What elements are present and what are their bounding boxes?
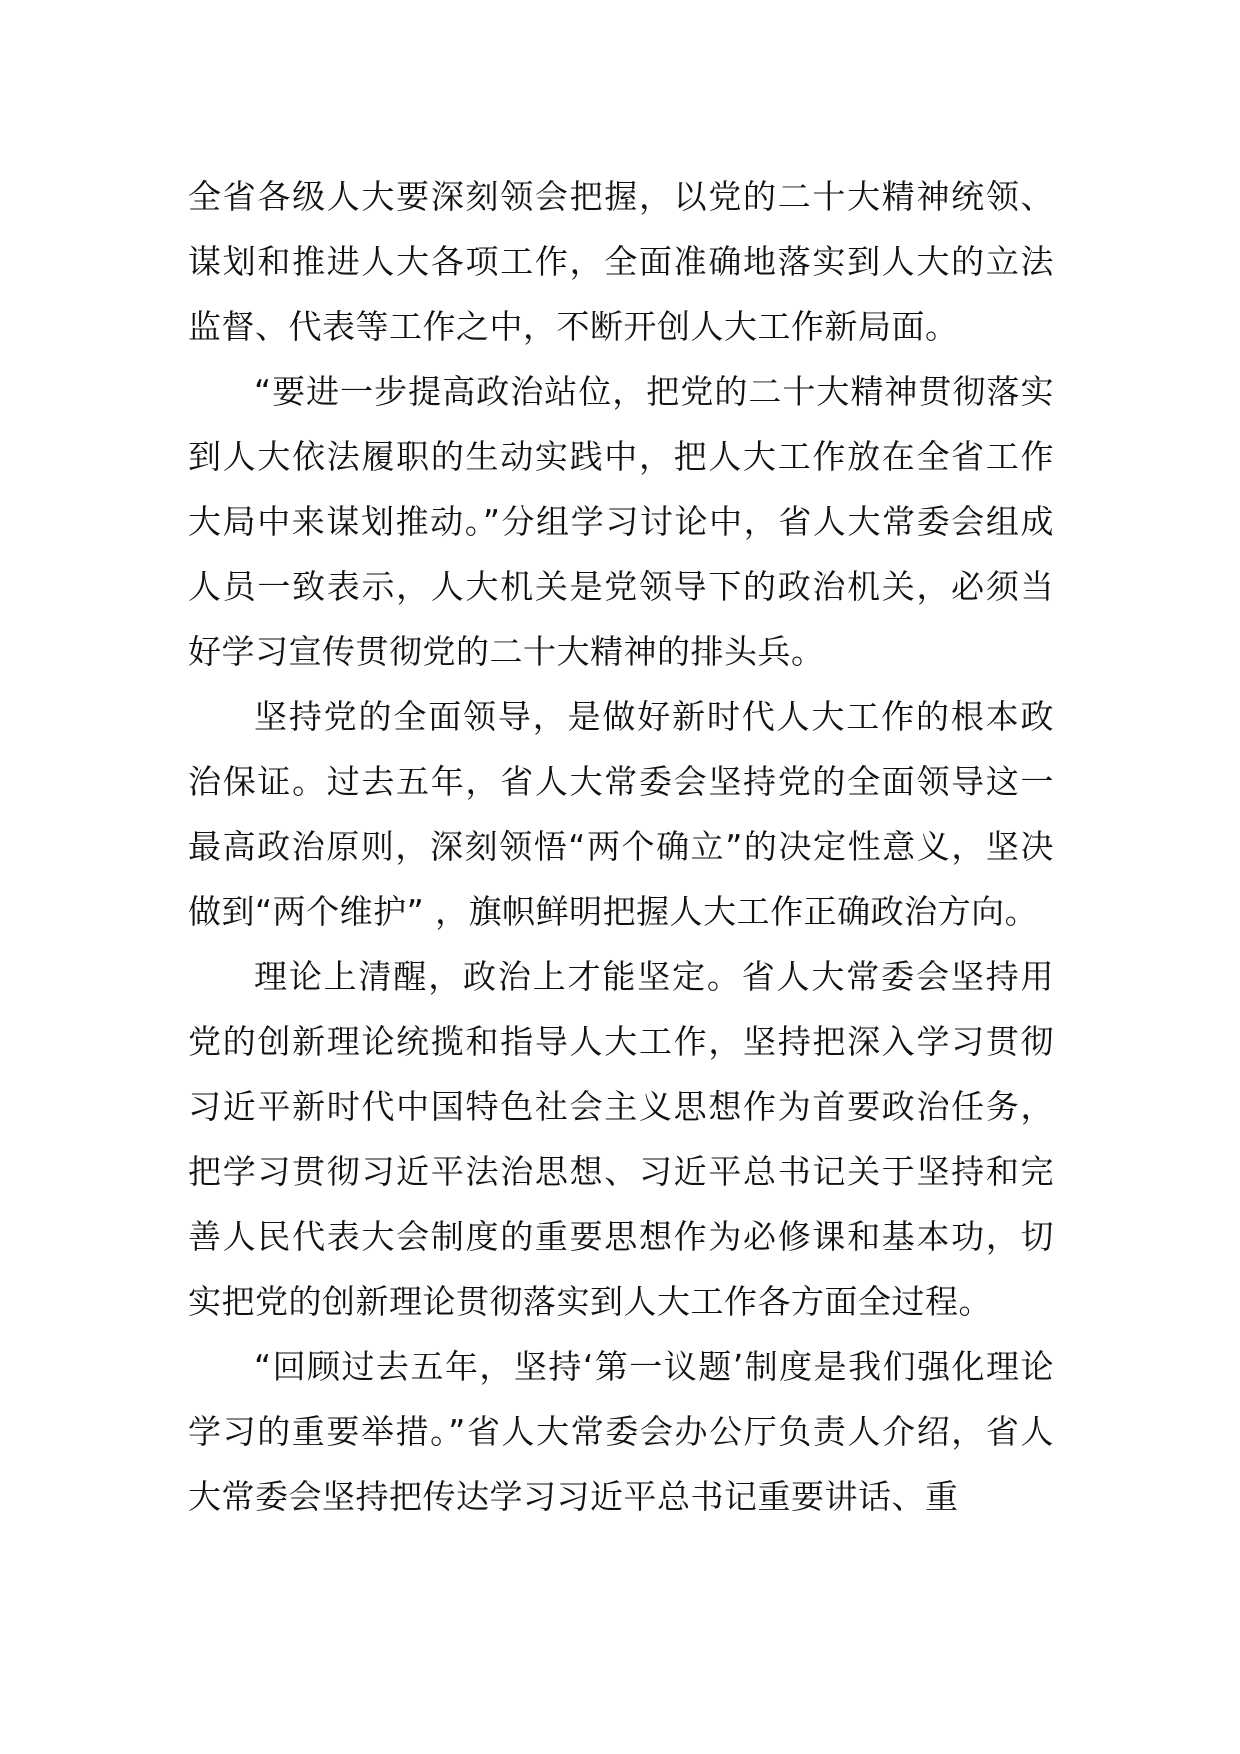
document-body: [188, 164, 1054, 1529]
paragraph-quote-political-stance: “要进一步提高政治站位，把党的二十大精神贯彻落实到人大依法履职的生动实践中，把人大工作放在全省工作大局中来谋划推动。”分组学习讨论中，省人大常委会组成人员一致表示，人大机关是党领导下的政治机关，必须当好学习宣传贯彻党的二十大精神的排头兵。: [188, 372, 1054, 671]
paragraph-continuation: 全省各级人大要深刻领会把握，以党的二十大精神统领、谋划和推进人大各项工作，全面准确地落实到人大的立法监督、代表等工作之中，不断开创人大工作新局面。: [188, 177, 1054, 346]
paragraph-party-leadership: 坚持党的全面领导，是做好新时代人大工作的根本政治保证。过去五年，省人大常委会坚持党的全面领导这一最高政治原则，深刻领悟“两个确立”的决定性意义，坚决做到“两个维护” ，旗帜鲜明把握人大工作正确政治方向。: [188, 697, 1054, 931]
paragraph-theory: 理论上清醒，政治上才能坚定。省人大常委会坚持用党的创新理论统揽和指导人大工作，坚持把深入学习贯彻习近平新时代中国特色社会主义思想作为首要政治任务，把学习贯彻习近平法治思想、习近平总书记关于坚持和完善人民代表大会制度的重要思想作为必修课和基本功，切实把党的创新理论贯彻落实到人大工作各方面全过程。: [188, 957, 1054, 1321]
paragraph-first-topic: “回顾过去五年，坚持‘第一议题’制度是我们强化理论学习的重要举措。”省人大常委会办公厅负责人介绍，省人大常委会坚持把传达学习习近平总书记重要讲话、重: [188, 1347, 1054, 1516]
